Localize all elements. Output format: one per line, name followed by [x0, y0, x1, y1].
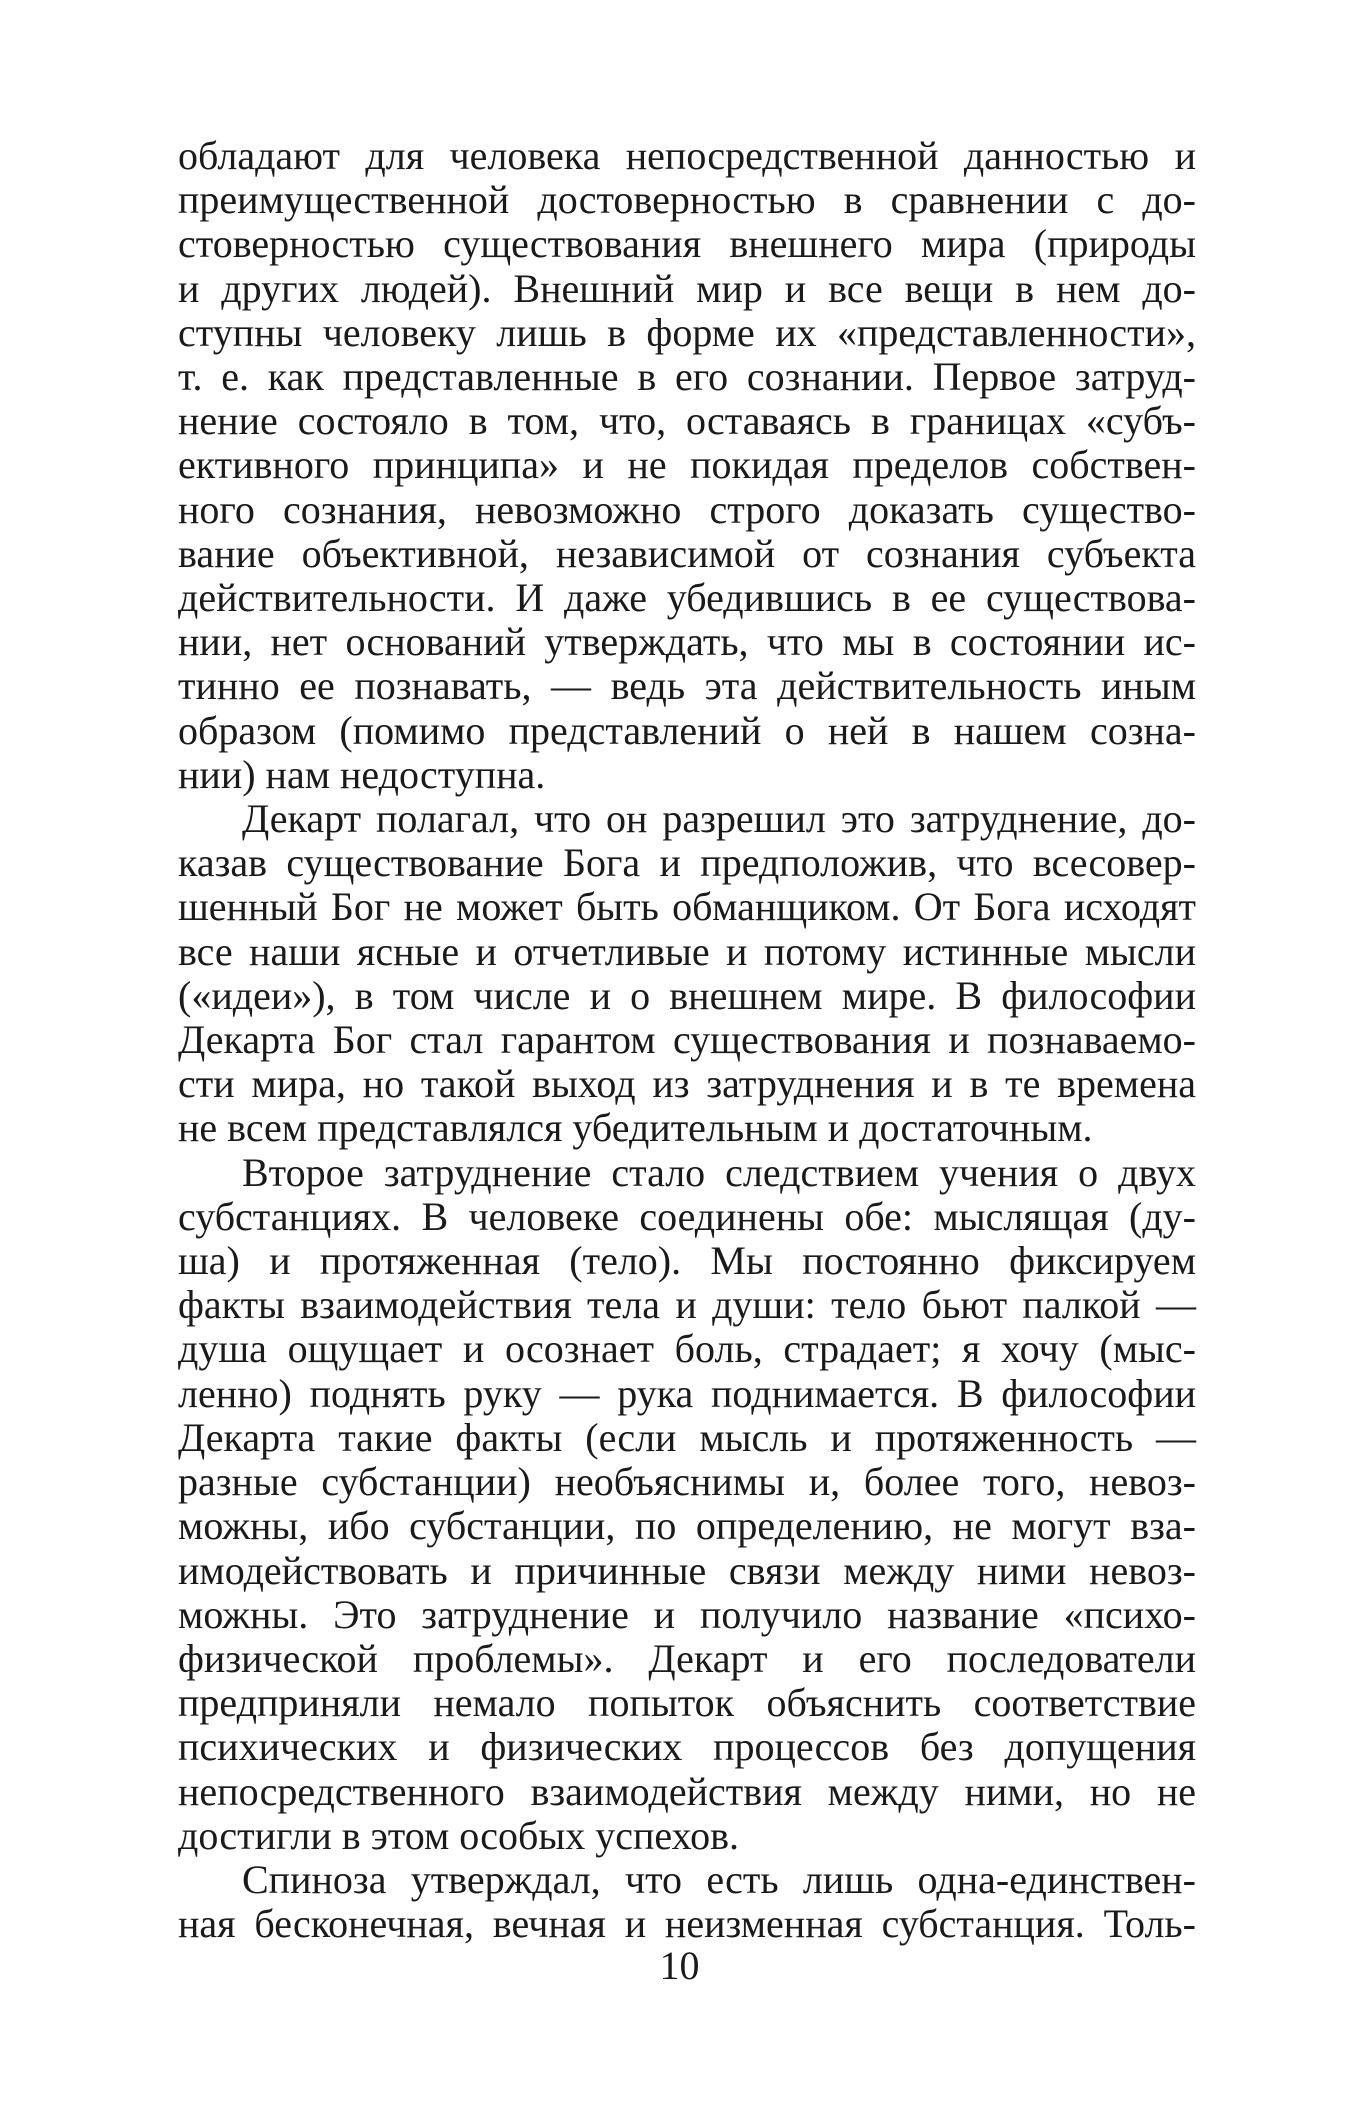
paragraph-2	[178, 797, 1196, 1151]
text-line: достигли в этом особых успехов.	[178, 1812, 740, 1858]
text-line: казав существование Бога и предположив, что всесовер-	[178, 840, 1196, 886]
text-line: стоверностью существования внешнего мира (природы	[178, 221, 1196, 267]
text-line: предприняли немало попыток объяснить соответствие	[178, 1680, 1196, 1726]
text-line: разные субстанции) необъяснимы и, более того, невоз-	[178, 1459, 1196, 1505]
text-line: ная бесконечная, вечная и неизменная субстанция. Толь-	[178, 1901, 1196, 1947]
text-line: Декарт полагал, что он разрешил это затруднение, до-	[242, 796, 1196, 842]
text-line: Второе затруднение стало следствием учения о двух	[242, 1149, 1196, 1195]
text-line: Декарта такие факты (если мысль и протяженность —	[178, 1414, 1196, 1460]
text-line: можны. Это затруднение и получило название «психо-	[178, 1591, 1196, 1637]
text-line: Декарта Бог стал гарантом существования и познаваемо-	[178, 1017, 1196, 1063]
paragraph-4	[178, 1858, 1196, 1946]
text-line: душа ощущает и осознает боль, страдает; я хочу (мыс-	[178, 1326, 1196, 1372]
text-line: все наши ясные и отчетливые и потому истинные мысли	[178, 928, 1196, 974]
text-line: не всем представлялся убедительным и достаточным.	[178, 1105, 1093, 1151]
text-line: («идеи»), в том числе и о внешнем мире. В философии	[178, 972, 1196, 1018]
text-line: нии) нам недоступна.	[178, 751, 546, 797]
text-line: т. е. как представленные в его сознании. Первое затруд-	[178, 354, 1196, 400]
paragraph-1	[178, 134, 1196, 797]
text-line: имодействовать и причинные связи между ними невоз-	[178, 1547, 1196, 1593]
text-line: нии, нет оснований утверждать, что мы в состоянии ис-	[178, 619, 1196, 665]
text-line: вание объективной, независимой от сознания субъекта	[178, 530, 1196, 576]
text-line: шенный Бог не может быть обманщиком. От Бога исходят	[178, 884, 1196, 930]
page-number: 10	[659, 1943, 700, 1988]
text-line: Спиноза утверждал, что есть лишь одна-единствен-	[242, 1856, 1196, 1902]
text-line: ша) и протяженная (тело). Мы постоянно фиксируем	[178, 1238, 1196, 1284]
text-line: образом (помимо представлений о ней в нашем созна-	[178, 707, 1196, 753]
text-line: факты взаимодействия тела и души: тело бьют палкой —	[178, 1282, 1196, 1328]
text-line: преимущественной достоверностью в сравнении с до-	[178, 177, 1196, 223]
text-line: сти мира, но такой выход из затруднения и в те времена	[178, 1061, 1196, 1107]
text-line: можны, ибо субстанции, по определению, не могут вза-	[178, 1503, 1196, 1549]
text-line: обладают для человека непосредственной данностью и	[178, 133, 1196, 178]
text-line: тинно ее познавать, — ведь эта действительность иным	[178, 663, 1196, 709]
text-line: психических и физических процессов без допущения	[178, 1724, 1196, 1770]
page-body	[178, 134, 1196, 1946]
text-line: субстанциях. В человеке соединены обе: мыслящая (ду-	[178, 1193, 1196, 1239]
text-line: ленно) поднять руку — рука поднимается. В философии	[178, 1370, 1196, 1416]
text-line: ного сознания, невозможно строго доказать существо-	[178, 486, 1196, 532]
text-line: действительности. И даже убедившись в ее существова-	[178, 575, 1196, 621]
text-line: нение состояло в том, что, оставаясь в границах «субъ-	[178, 398, 1196, 444]
text-line: ступны человеку лишь в форме их «представленности»,	[178, 309, 1196, 355]
text-line: непосредственного взаимодействия между ними, но не	[178, 1768, 1196, 1814]
paragraph-3	[178, 1151, 1196, 1858]
text-line: ективного принципа» и не покидая пределов собствен-	[178, 442, 1196, 488]
text-line: и других людей). Внешний мир и все вещи в нем до-	[178, 265, 1196, 311]
text-line: физической проблемы». Декарт и его последователи	[178, 1635, 1196, 1681]
